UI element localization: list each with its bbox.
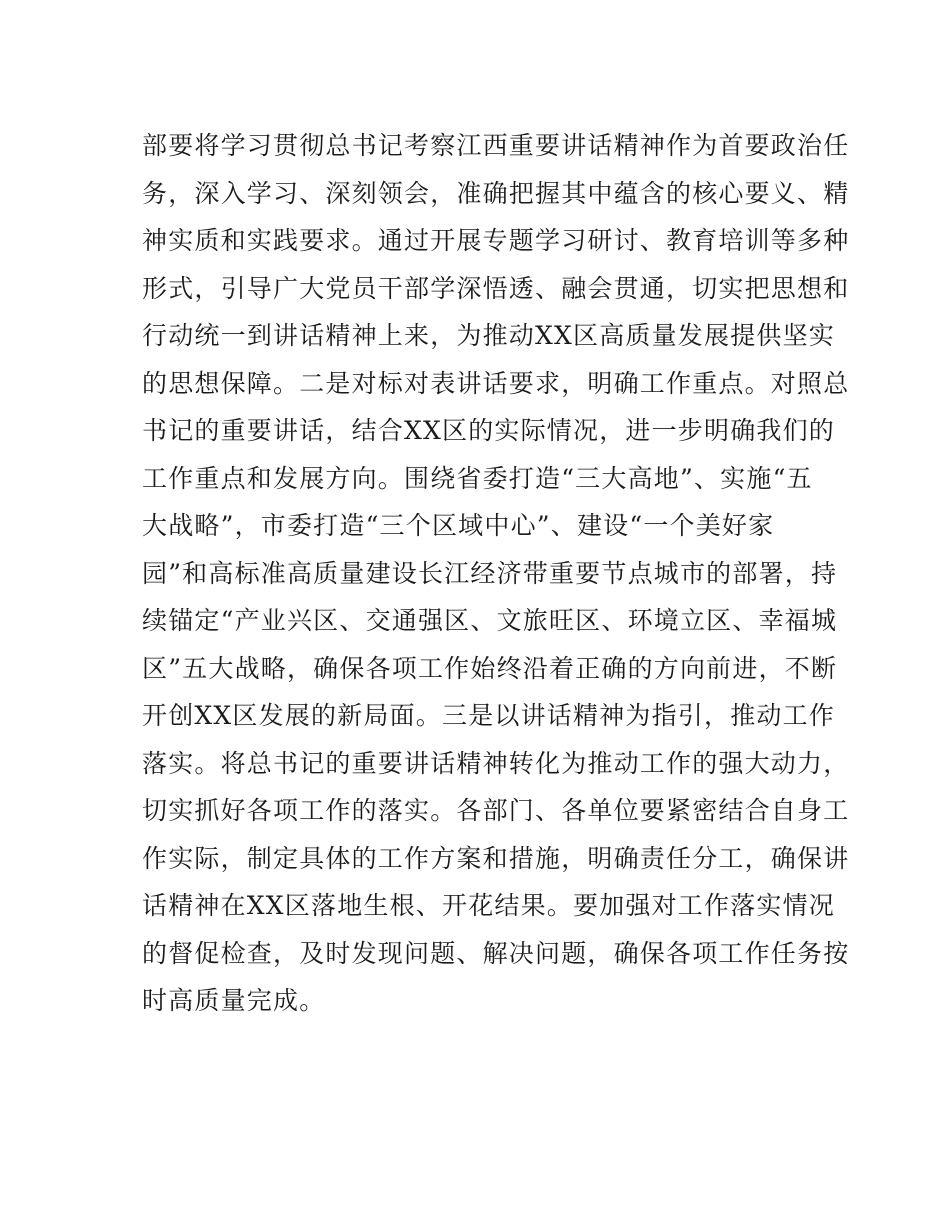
text-line: 开创XX区发展的新局面。三是以讲话精神为指引，推动工作: [142, 701, 835, 730]
body-paragraph: [142, 122, 850, 1025]
text-line: 区”五大战略，确保各项工作始终沿着正确的方向前进，不断: [142, 653, 838, 683]
text-line: 神实质和实践要求。通过开展专题学习研讨、教育培训等多种: [142, 226, 850, 255]
text-line: 话精神在XX区落地生根、开花结果。要加强对工作落实情况: [142, 891, 835, 920]
text-line: 部要将学习贯彻总书记考察江西重要讲话精神作为首要政治任: [142, 131, 850, 160]
text-line: 务，深入学习、深刻领会，准确把握其中蕴含的核心要义、精: [142, 178, 850, 208]
text-line: 的督促检查，及时发现问题、解决问题，确保各项工作任务按: [142, 938, 850, 968]
text-line: 行动统一到讲话精神上来，为推动XX区高质量发展提供坚实: [142, 321, 835, 350]
text-line: 的思想保障。二是对标对表讲话要求，明确工作重点。对照总: [142, 368, 850, 398]
text-line: 作实际，制定具体的工作方案和措施，明确责任分工，确保讲: [142, 843, 850, 873]
text-line: 时高质量完成。: [142, 986, 326, 1015]
text-line: 工作重点和发展方向。围绕省委打造“三大高地”、实施“五: [142, 463, 813, 493]
text-line: 切实抓好各项工作的落实。各部门、各单位要紧密结合自身工: [142, 796, 850, 825]
text-line: 形式，引导广大党员干部学深悟透、融会贯通，切实把思想和: [142, 273, 850, 303]
text-line: 书记的重要讲话，结合XX区的实际情况，进一步明确我们的: [142, 416, 835, 445]
text-line: 续锚定“产业兴区、交通强区、文旅旺区、环境立区、幸福城: [142, 606, 838, 635]
text-line: 落实。将总书记的重要讲话精神转化为推动工作的强大动力，: [142, 748, 850, 778]
text-line: 大战略”，市委打造“三个区域中心”、建设“一个美好家: [142, 511, 775, 540]
text-line: 园”和高标准高质量建设长江经济带重要节点城市的部署，持: [142, 558, 838, 588]
